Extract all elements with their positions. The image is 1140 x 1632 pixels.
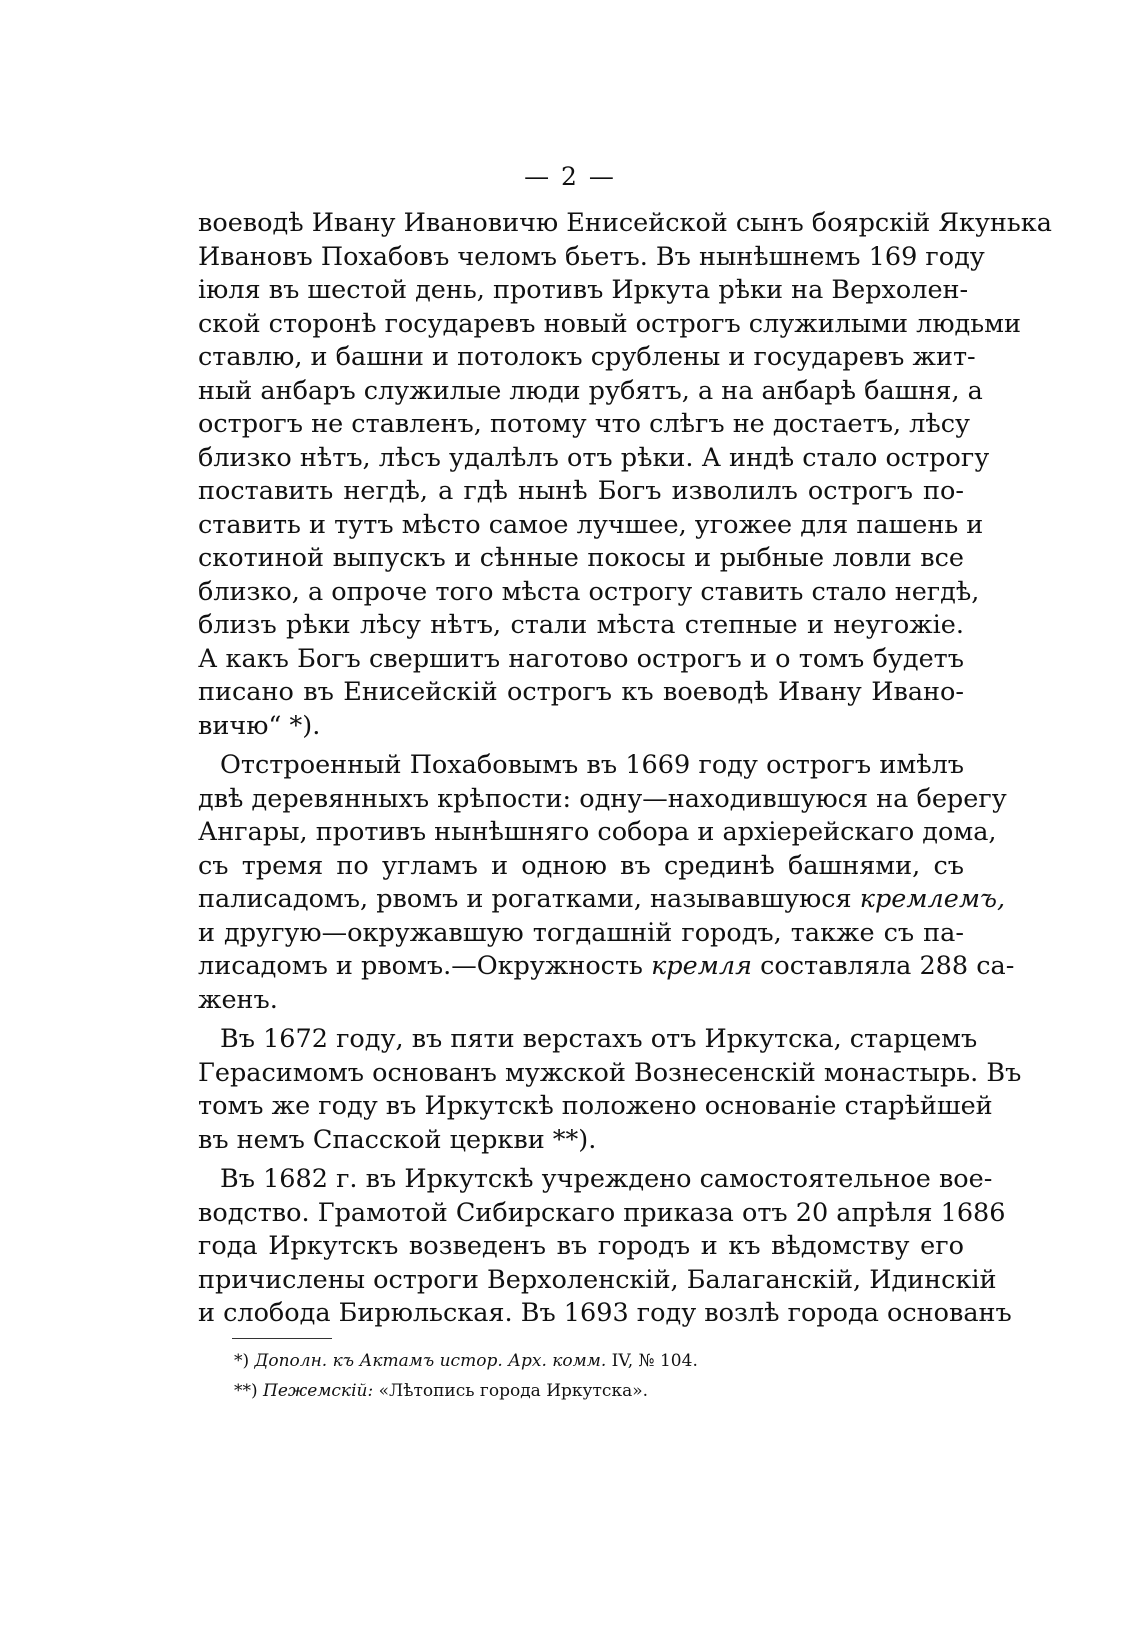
text-line: Въ 1672 году, въ пяти верстахъ отъ Иркутска, старцемъ xyxy=(220,1024,978,1054)
text-line xyxy=(198,883,1006,917)
text-line: водство. Грамотой Сибирскаго приказа отъ 20 апрѣля 1686 xyxy=(198,1197,1006,1228)
footnote xyxy=(234,1346,934,1376)
footnote-mark: *) xyxy=(234,1351,250,1371)
footnote-divider xyxy=(232,1338,332,1339)
text-line: ставлю, и башни и потолокъ срублены и государевъ жит- xyxy=(198,342,976,372)
text-line: близко, а опроче того мѣста острогу ставить стало негдѣ, xyxy=(198,576,980,607)
footnote-reference: «Лѣтопись города Иркутска». xyxy=(378,1381,649,1401)
text-line: въ немъ Спасской церкви **). xyxy=(198,1124,597,1155)
body-text xyxy=(198,207,1052,1331)
text-line: воеводѣ Ивану Ивановичю Енисейской сынъ боярскій Якунька xyxy=(198,208,1052,238)
text-line: близко нѣтъ, лѣсъ удалѣлъ отъ рѣки. А индѣ стало острогу xyxy=(198,442,990,473)
text-line: и слобода Бирюльская. Въ 1693 году возлѣ города основанъ xyxy=(198,1298,1012,1328)
text-line: съ тремя по угламъ и одною въ срединѣ башнями, съ xyxy=(198,850,964,881)
text-line xyxy=(198,950,1015,984)
page-number: — 2 — xyxy=(524,162,616,191)
text-line: вичю“ *). xyxy=(198,710,321,741)
footnote xyxy=(234,1376,934,1406)
italic-term-kremlem: кремлемъ, xyxy=(859,884,1006,914)
footnote-source: Пежемскій: xyxy=(263,1381,374,1401)
text-line: женъ. xyxy=(198,984,278,1015)
text-line: Ивановъ Похабовъ челомъ бьетъ. Въ нынѣшнемъ 169 году xyxy=(198,241,985,272)
text-run: лисадомъ и рвомъ.—Окружность xyxy=(198,951,643,981)
italic-term-kremlya: кремля xyxy=(651,951,752,981)
paragraph-voivodeship xyxy=(198,1163,1012,1331)
text-line: двѣ деревянныхъ крѣпости: одну—находившуюся на берегу xyxy=(198,783,1007,814)
paragraph-petition xyxy=(198,207,1052,743)
text-line: скотиной выпускъ и сѣнные покосы и рыбные ловли все xyxy=(198,543,964,573)
text-line: Отстроенный Похабовымъ въ 1669 году острогъ имѣлъ xyxy=(220,750,964,780)
text-line: іюля въ шестой день, противъ Иркута рѣки на Верхолен- xyxy=(198,275,969,305)
text-line: ставить и тутъ мѣсто самое лучшее, угожее для пашень и xyxy=(198,509,984,540)
footnote-mark: **) xyxy=(234,1381,258,1401)
text-line: Герасимомъ основанъ мужской Вознесенскій монастырь. Въ xyxy=(198,1057,1022,1088)
text-line: причислены остроги Верхоленскій, Балаганскій, Идинскій xyxy=(198,1264,997,1295)
text-line: А какъ Богъ свершитъ наготово острогъ и о томъ будетъ xyxy=(198,643,964,674)
footnote-reference: IV, № 104. xyxy=(611,1351,698,1371)
text-line: года Иркутскъ возведенъ въ городъ и къ вѣдомству его xyxy=(198,1231,964,1261)
footnotes xyxy=(234,1346,934,1406)
text-line: поставить негдѣ, а гдѣ нынѣ Богъ изволилъ острогъ по- xyxy=(198,476,964,506)
text-line: острогъ не ставленъ, потому что слѣгъ не достаетъ, лѣсу xyxy=(198,409,971,439)
text-line: Въ 1682 г. въ Иркутскѣ учреждено самостоятельное вое- xyxy=(220,1164,993,1194)
text-line: Ангары, противъ нынѣшняго собора и архіерейскаго дома, xyxy=(198,817,997,847)
text-line: ской сторонѣ государевъ новый острогъ служилыми людьми xyxy=(198,308,1021,339)
text-run: составляла 288 са- xyxy=(760,951,1015,981)
text-line: близъ рѣки лѣсу нѣтъ, стали мѣста степные и неугожіе. xyxy=(198,610,964,640)
text-line: писано въ Енисейскій острогъ къ воеводѣ Ивану Ивано- xyxy=(198,677,964,707)
text-line: и другую—окружавшую тогдашній городъ, также съ па- xyxy=(198,917,964,948)
footnote-source: Дополн. къ Актамъ истор. Арх. комм. xyxy=(254,1351,607,1371)
text-line: ный анбаръ служилые люди рубятъ, а на анбарѣ башня, а xyxy=(198,375,983,406)
paragraph-monastery xyxy=(198,1023,1022,1157)
text-run: палисадомъ, рвомъ и рогатками, называвшуюся xyxy=(198,884,852,914)
paragraph-fortress xyxy=(198,749,1015,1017)
text-line: томъ же году въ Иркутскѣ положено основаніе старѣйшей xyxy=(198,1091,993,1121)
